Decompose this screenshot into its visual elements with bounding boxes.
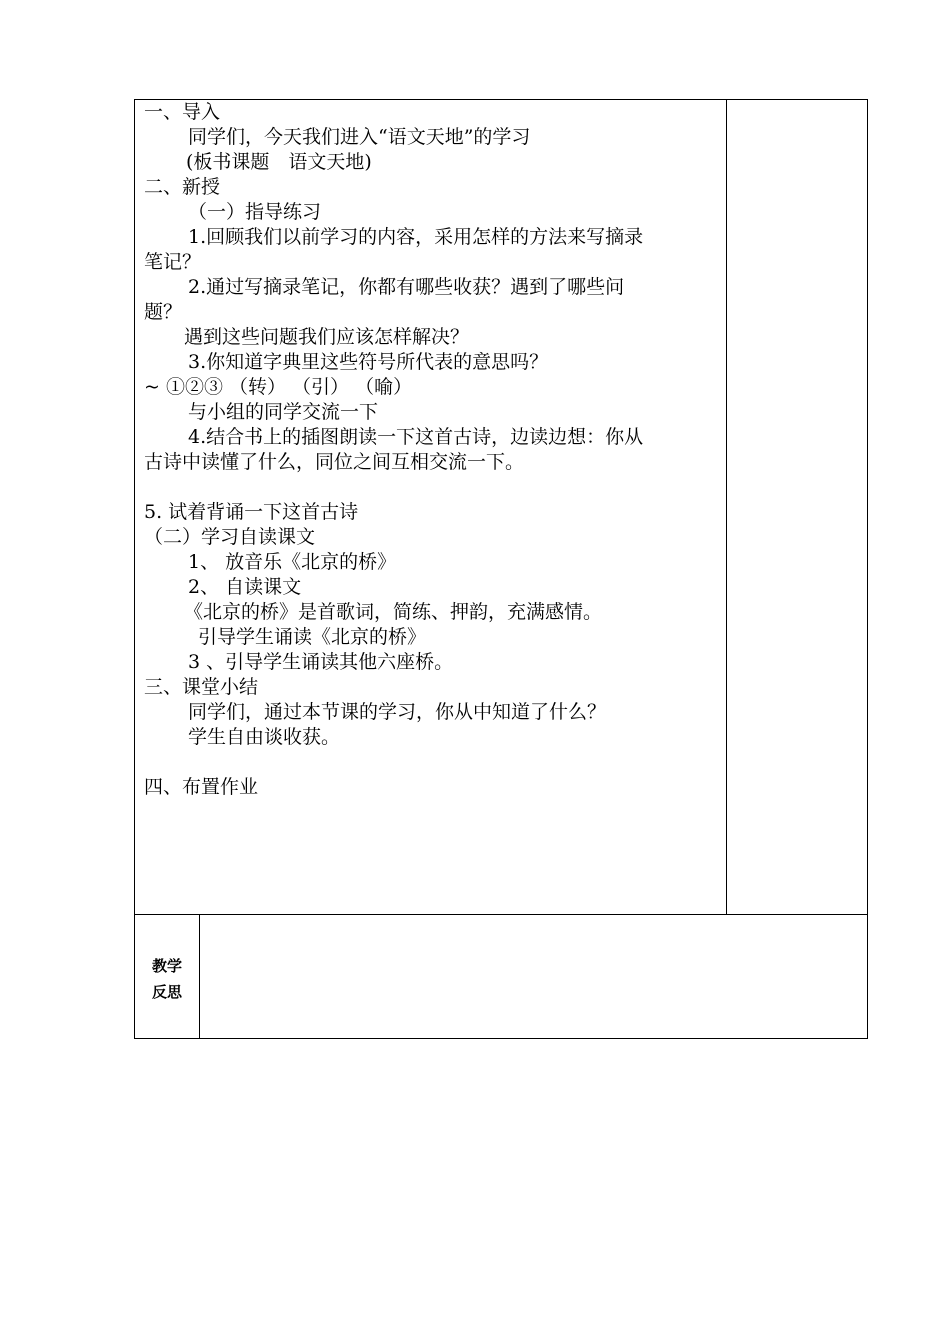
text-line: 3.你知道字典里这些符号所代表的意思吗？ xyxy=(188,351,549,373)
dictionary-symbols-line: ~ ①②③ （转） （引） （喻） xyxy=(144,376,413,398)
text-line: 同学们，通过本节课的学习，你从中知道了什么？ xyxy=(188,701,607,723)
text-line: 题？ xyxy=(144,301,183,323)
text-line: (板书课题 语文天地) xyxy=(186,151,372,173)
heading-homework: 四、布置作业 xyxy=(144,776,259,798)
text-line: 1.回顾我们以前学习的内容，采用怎样的方法来写摘录 xyxy=(188,226,644,248)
text-line: 2.通过写摘录笔记，你都有哪些收获？遇到了哪些问 xyxy=(188,276,625,298)
reflection-label xyxy=(152,953,182,1005)
reflection-label-line: 教学 xyxy=(151,956,182,975)
text-line: 同学们，今天我们进入“语文天地”的学习 xyxy=(188,126,531,148)
text-line: 2、 自读课文 xyxy=(188,576,302,598)
text-line: 古诗中读懂了什么，同位之间互相交流一下。 xyxy=(144,451,525,473)
subheading-self-reading: （二）学习自读课文 xyxy=(144,526,316,548)
heading-summary: 三、课堂小结 xyxy=(144,676,259,698)
reflection-label-line: 反思 xyxy=(151,982,182,1001)
reflection-label-cell xyxy=(135,915,200,1038)
text-line: 5. 试着背诵一下这首古诗 xyxy=(144,501,359,523)
text-line: 引导学生诵读《北京的桥》 xyxy=(198,626,427,648)
reflection-content-cell xyxy=(200,915,867,1038)
text-line: 1、 放音乐《北京的桥》 xyxy=(188,551,397,573)
text-line: 《北京的桥》是首歌词，简练、押韵，充满感情。 xyxy=(184,601,603,623)
notes-cell xyxy=(727,100,868,915)
text-line: 学生自由谈收获。 xyxy=(188,726,341,748)
lesson-content-cell xyxy=(135,100,727,915)
heading-new-lesson: 二、新授 xyxy=(144,176,221,198)
text-line: 4.结合书上的插图朗读一下这首古诗，边读边想：你从 xyxy=(188,426,644,448)
text-line: 与小组的同学交流一下 xyxy=(188,401,379,423)
text-line: 笔记？ xyxy=(144,251,202,273)
subheading-practice: （一）指导练习 xyxy=(188,201,322,223)
text-line: 3 、引导学生诵读其他六座桥。 xyxy=(188,651,454,673)
lesson-plan-table xyxy=(134,99,868,1039)
heading-intro: 一、导入 xyxy=(144,101,221,123)
text-line: 遇到这些问题我们应该怎样解决？ xyxy=(184,326,470,348)
